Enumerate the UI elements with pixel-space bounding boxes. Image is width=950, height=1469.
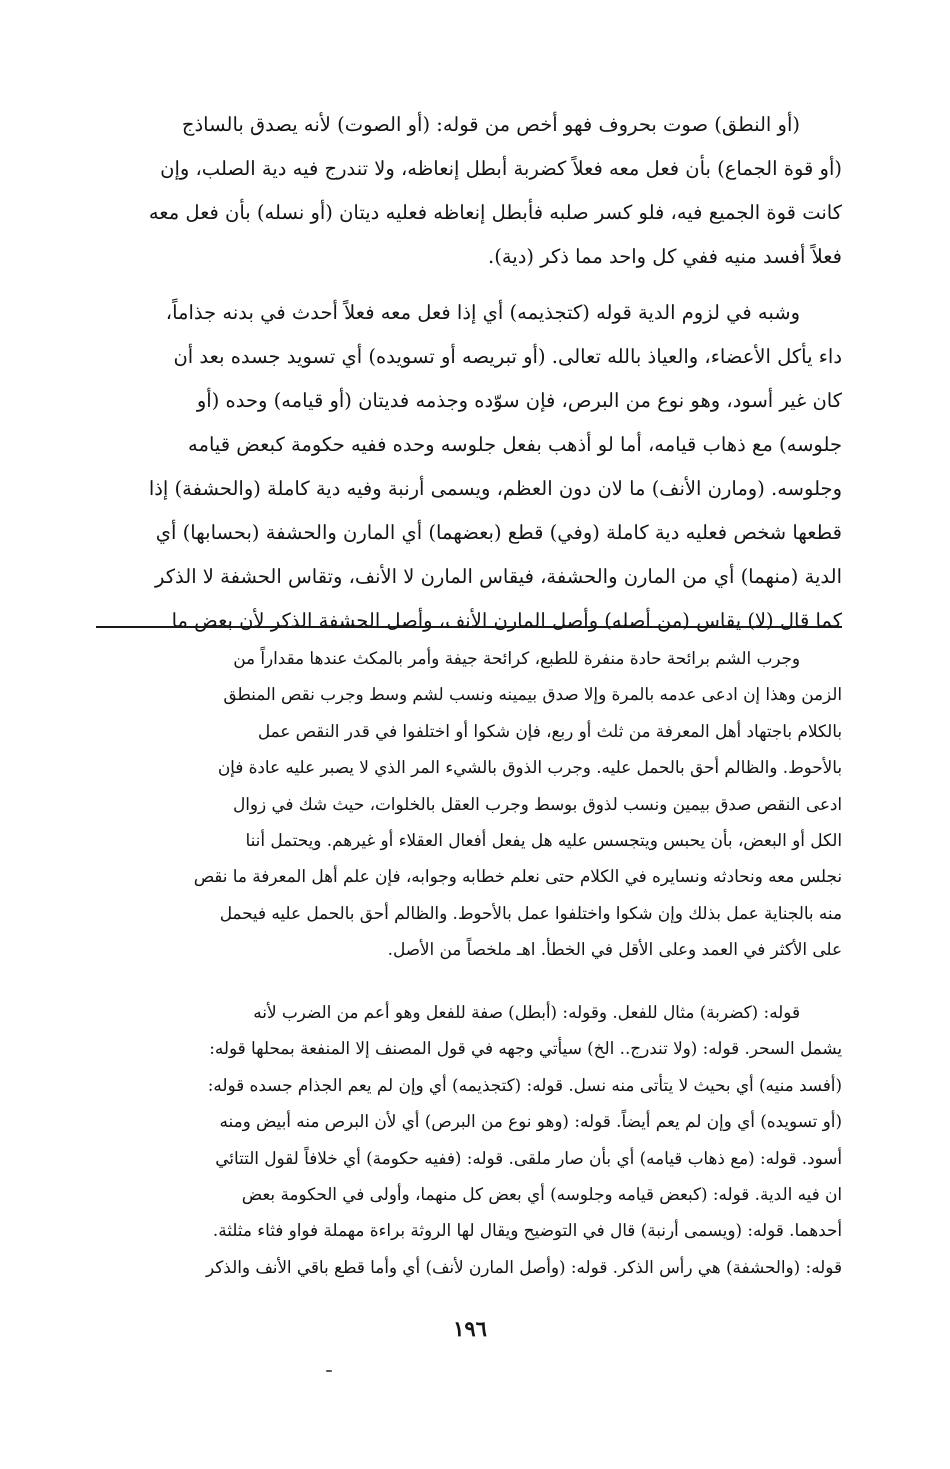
- footnote-line: الكل أو البعض، بأن يحبس ويتجسس عليه هل يفعل أفعال العقلاء أو غيرهم. ويحتمل أننا: [245, 829, 842, 850]
- footnote-line: (أفسد منيه) أي بحيث لا يتأتى منه نسل. قوله: (كتجذيمه) أي وإن لم يعم الجذام جسده قوله:: [207, 1074, 842, 1095]
- page-number: ١٩٦: [453, 1316, 487, 1341]
- main-line: وشبه في لزوم الدية قوله (كتجذيمه) أي إذا فعل معه فعلاً أحدث في بدنه جذاماً،: [165, 301, 800, 324]
- footnote-line: أحدهما. قوله: (ويسمى أرنبة) قال في التوضيح ويقال لها الروثة براءة مهملة فواو فثاء مثلثة.: [212, 1220, 842, 1241]
- main-text: [96, 103, 842, 643]
- footnote-line: قوله: (والحشفة) هي رأس الذكر. قوله: (وأصل المارن لأنف) أي وأما قطع باقي الأنف والذكر: [206, 1256, 842, 1277]
- main-line: جلوسه) مع ذهاب قيامه، أما لو أذهب بفعل جلوسه وحده ففيه حكومة كبعض قيامه: [188, 433, 842, 456]
- footnote-continuation: [96, 640, 842, 968]
- main-line: فعلاً أفسد منيه ففي كل واحد مما ذكر (دية).: [488, 245, 842, 268]
- footnote-line: بالكلام باجتهاد أهل المعرفة من ثلث أو ربع، فإن شكوا أو اختلفوا في قدر النقص عمل: [257, 720, 842, 741]
- footnote-line: الزمن وهذا إن ادعى عدمه بالمرة وإلا صدق بيمينه ونسب لشم وسط وجرب نقص المنطق: [223, 684, 842, 705]
- main-line: كان غير أسود، وهو نوع من البرص، فإن سوّده وجذمه فديتان (أو قيامه) وحده (أو: [196, 389, 842, 412]
- footnote-line: ادعى النقص صدق بيمين ونسب لذوق بوسط وجرب العقل بالخلوات، حيث شك في زوال: [233, 793, 842, 814]
- footnote-line: (أو تسويده) أي وإن لم يعم أيضاً. قوله: (وهو نوع من البرص) أي لأن البرص منه أبيض ومنه: [219, 1111, 842, 1132]
- main-line: وجلوسه. (ومارن الأنف) ما لان دون العظم، ويسمى أرنبة وفيه دية كاملة (والحشفة) إذا: [148, 477, 842, 500]
- footnote-commentary: [96, 994, 842, 1285]
- main-line: كانت قوة الجميع فيه، فلو كسر صلبه فأبطل إنعاظه فعليه ديتان (أو نسله) بأن فعل معه: [148, 201, 842, 224]
- footnote-line: يشمل السحر. قوله: (ولا تندرج.. الخ) سيأتي وجهه في قول المصنف إلا المنفعة بمحلها قوله:: [209, 1038, 842, 1059]
- footnote-line: أسود. قوله: (مع ذهاب قيامه) أي بأن صار ملقى. قوله: (ففيه حكومة) أي خلافاً لقول التتائي: [215, 1147, 842, 1168]
- footnote-line: قوله: (كضربة) مثال للفعل. وقوله: (أبطل) صفة للفعل وهو أعم من الضرب لأنه: [253, 1002, 800, 1022]
- paragraph-gap: [96, 279, 842, 291]
- footnote-line: نجلس معه ونحادثه ونسايره في الكلام حتى نعلم خطابه وجوابه، فإن علم أهل المعرفة ما نقص: [193, 866, 842, 887]
- main-line: الدية (منهما) أي من المارن والحشفة، فيقاس المارن لا الأنف، وتقاس الحشفة لا الذكر: [154, 565, 842, 588]
- main-line: (أو النطق) صوت بحروف فهو أخص من قوله: (أو الصوت) لأنه يصدق بالساذج: [181, 113, 800, 136]
- footnote-divider: [96, 626, 842, 628]
- main-line: كما قال (لا) يقاس (من أصله) وأصل المارن الأنف، وأصل الحشفة الذكر لأن بعض ما: [171, 609, 842, 632]
- footnote-line: على الأكثر في العمد وعلى الأقل في الخطأ. اهـ ملخصاً من الأصل.: [387, 939, 842, 960]
- footnote-line: ان فيه الدية. قوله: (كبعض قيامه وجلوسه) أي بعض كل منهما، وأولى في الحكومة بعض: [241, 1183, 842, 1204]
- main-line: داء يأكل الأعضاء، والعياذ بالله تعالى. (أو تبريصه أو تسويده) أي تسويد جسده بعد أن: [173, 345, 842, 368]
- main-line: قطعها شخص فعليه دية كاملة (وفي) قطع (بعضهما) أي المارن والحشفة (بحسابها) أي: [155, 521, 842, 544]
- footnote-line: بالأحوط. والظالم أحق بالحمل عليه. وجرب الذوق بالشيء المر الذي لا يصبر عليه عادة فإن: [217, 757, 842, 778]
- main-line: (أو قوة الجماع) بأن فعل معه فعلاً كضربة أبطل إنعاظه، ولا تندرج فيه دية الصلب، وإن: [160, 157, 842, 180]
- scan-speck: [326, 1370, 332, 1372]
- footnote-line: منه بالجناية عمل بذلك وإن شكوا واختلفوا عمل بالأحوط. والظالم أحق بالحمل عليه فيحمل: [219, 902, 842, 923]
- footnote-line: وجرب الشم برائحة حادة منفرة للطبع، كرائحة جيفة وأمر بالمكث عندها مقداراً من: [233, 648, 800, 668]
